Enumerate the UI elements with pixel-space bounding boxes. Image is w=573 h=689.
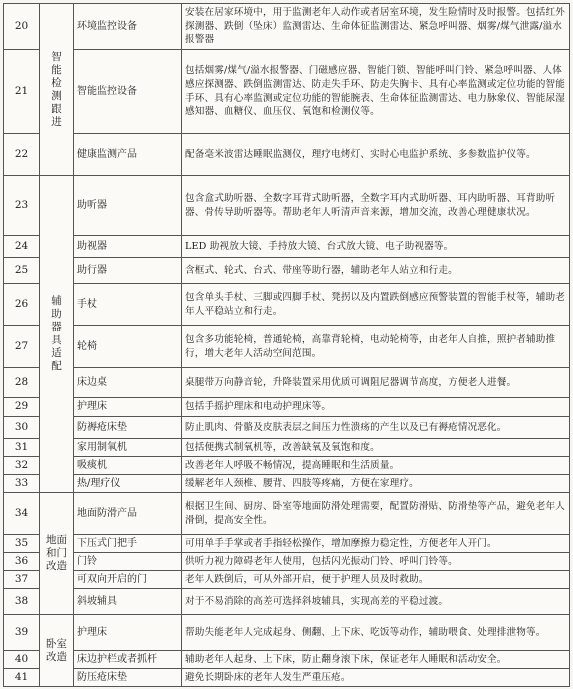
table-row	[4, 368, 570, 398]
row-number: 32	[4, 457, 40, 475]
item-description: 帮助失能老年人完成起身、侧翻、上下床、吃饭等动作，辅助喂食、处理排泄物等。	[182, 615, 570, 651]
item-description: 配备毫米波雷达睡眠监测仪，理疗电烤灯、实时心电监护系统、多参数监护仪等。	[182, 134, 570, 176]
item-name: 护理床	[74, 398, 182, 417]
row-number: 20	[4, 4, 40, 50]
item-description: 含框式、轮式、台式、带座等助行器，辅助老年人站立和行走。	[182, 258, 570, 284]
row-number: 39	[4, 615, 40, 651]
row-number: 30	[4, 417, 40, 439]
item-name: 家用制氧机	[74, 439, 182, 457]
row-number: 41	[4, 669, 40, 687]
item-name: 环境监控设备	[74, 4, 182, 50]
row-number: 31	[4, 439, 40, 457]
row-number: 27	[4, 326, 40, 368]
table-row	[4, 176, 570, 236]
table-row	[4, 651, 570, 669]
item-description: 桌腿带万向静音轮，升降装置采用优质可调阻尼器调节高度，方便老人进餐。	[182, 368, 570, 398]
row-number: 34	[4, 493, 40, 535]
item-name: 智能监控设备	[74, 50, 182, 134]
item-name: 助视器	[74, 236, 182, 258]
item-name: 吸痰机	[74, 457, 182, 475]
item-name: 健康监测产品	[74, 134, 182, 176]
table-row	[4, 439, 570, 457]
table-row	[4, 589, 570, 615]
row-number: 37	[4, 571, 40, 589]
row-number: 40	[4, 651, 40, 669]
table-row	[4, 236, 570, 258]
table-row	[4, 50, 570, 134]
item-description: 包含单头手杖、三脚或四脚手杖、凳拐以及内置跌倒感应预警装置的智能手杖等，辅助老年人平稳站立和行走。	[182, 284, 570, 326]
category-label: 辅 助 器 具 适 配	[51, 295, 62, 372]
item-description: 根据卫生间、厨房、卧室等地面防滑处理需要，配置防滑贴、防滑垫等产品，避免老年人滑倒，提高安全性。	[182, 493, 570, 535]
item-name: 护理床	[74, 615, 182, 651]
row-number: 35	[4, 535, 40, 553]
item-name: 防褥疮床垫	[74, 417, 182, 439]
table-row	[4, 398, 570, 417]
table-row	[4, 615, 570, 651]
row-number: 28	[4, 368, 40, 398]
category-cell	[40, 615, 74, 687]
category-cell	[40, 4, 74, 176]
table-row	[4, 669, 570, 687]
table-row	[4, 553, 570, 571]
item-name: 可双向开启的门	[74, 571, 182, 589]
item-name: 防压疮床垫	[74, 669, 182, 687]
category-cell	[40, 176, 74, 493]
item-name: 床边桌	[74, 368, 182, 398]
item-description: 辅助老年人起身、上下床，防止翻身滚下床，保证老年人睡眠和活动安全。	[182, 651, 570, 669]
table-row	[4, 475, 570, 493]
row-number: 21	[4, 50, 40, 134]
item-description: 改善老年人呼吸不畅情况，提高睡眠和生活质量。	[182, 457, 570, 475]
item-description: 避免长期卧床的老年人发生严重压疮。	[182, 669, 570, 687]
item-name: 地面防滑产品	[74, 493, 182, 535]
table-row	[4, 134, 570, 176]
item-description: 包括便携式制氧机等，改善缺氧及氧饱和度。	[182, 439, 570, 457]
table-row	[4, 535, 570, 553]
table-row	[4, 284, 570, 326]
item-name: 床边护栏或者抓杆	[74, 651, 182, 669]
item-description: 包括烟雾/煤气/溢水报警器、门磁感应器、智能门锁、智能呼叫门铃、紧急呼叫器、人体感应探测器、跌倒监测雷达、防走失手环、防走失胸卡、具有心率监测或定位功能的智能手环、具有心率监测或定位功能的智能腕表、生命体征监测雷达、电力脉象仪、智能尿湿感知器、血糖仪、血压仪、氧饱和检测仪等。	[182, 50, 570, 134]
item-name: 门铃	[74, 553, 182, 571]
item-description: 包含多功能轮椅，普通轮椅，高靠背轮椅，电动轮椅等，由老年人自推，照护者辅助推行，增大老年人活动空间范围。	[182, 326, 570, 368]
row-number: 24	[4, 236, 40, 258]
row-number: 25	[4, 258, 40, 284]
table-row	[4, 258, 570, 284]
row-number: 36	[4, 553, 40, 571]
item-description: 可用单手手掌或者手指轻松操作，增加摩擦力稳定性，方便老年人开门。	[182, 535, 570, 553]
table-row	[4, 326, 570, 368]
item-description: 对于不易消除的高差可选择斜坡辅具，实现高差的平稳过渡。	[182, 589, 570, 615]
category-label: 卧室 改造	[46, 637, 67, 663]
row-number: 33	[4, 475, 40, 493]
row-number: 29	[4, 398, 40, 417]
item-description: LED 助视放大镜、手持放大镜、台式放大镜、电子助视器等。	[182, 236, 570, 258]
table-row	[4, 4, 570, 50]
item-description: 防止肌肉、骨骼及皮肤表层之间压力性溃疡的产生以及已有褥疮情况恶化。	[182, 417, 570, 439]
row-number: 22	[4, 134, 40, 176]
item-name: 手杖	[74, 284, 182, 326]
item-description: 包括手摇护理床和电动护理床等。	[182, 398, 570, 417]
category-label: 地面 和门 改造	[46, 534, 67, 572]
equipment-table	[3, 3, 570, 687]
table-row	[4, 417, 570, 439]
table-row	[4, 457, 570, 475]
row-number: 38	[4, 589, 40, 615]
item-description: 老年人跌倒后，可从外部开启，便于护理人员及时救助。	[182, 571, 570, 589]
item-description: 安装在居家环境中，用于监测老年人动作或者居室环境，发生险情时及时报警。包括红外探测器、跌倒（坠床）监测雷达、生命体征监测雷达、紧急呼叫器、烟雾/煤气泄露/溢水报警器	[182, 4, 570, 50]
item-description: 包含盒式助听器、全数字耳背式助听器，全数字耳内式助听器、耳内助听器、耳背助听器、骨传导助听器等。帮助老年人听清声音来源，增加交流，改善心理健康状况。	[182, 176, 570, 236]
item-description: 缓解老年人颈椎、腰背、四肢等疼痛，方便在家理疗。	[182, 475, 570, 493]
item-name: 斜坡辅具	[74, 589, 182, 615]
item-name: 助行器	[74, 258, 182, 284]
table-row	[4, 571, 570, 589]
row-number: 26	[4, 284, 40, 326]
item-name: 热/理疗仪	[74, 475, 182, 493]
category-label: 智能 检测 跟进	[51, 50, 62, 128]
item-description: 供听力视力障碍老年人使用，包括闪光振动门铃、呼叫门铃等。	[182, 553, 570, 571]
table-row	[4, 493, 570, 535]
category-cell	[40, 493, 74, 615]
row-number: 23	[4, 176, 40, 236]
item-name: 助听器	[74, 176, 182, 236]
item-name: 轮椅	[74, 326, 182, 368]
item-name: 下压式门把手	[74, 535, 182, 553]
